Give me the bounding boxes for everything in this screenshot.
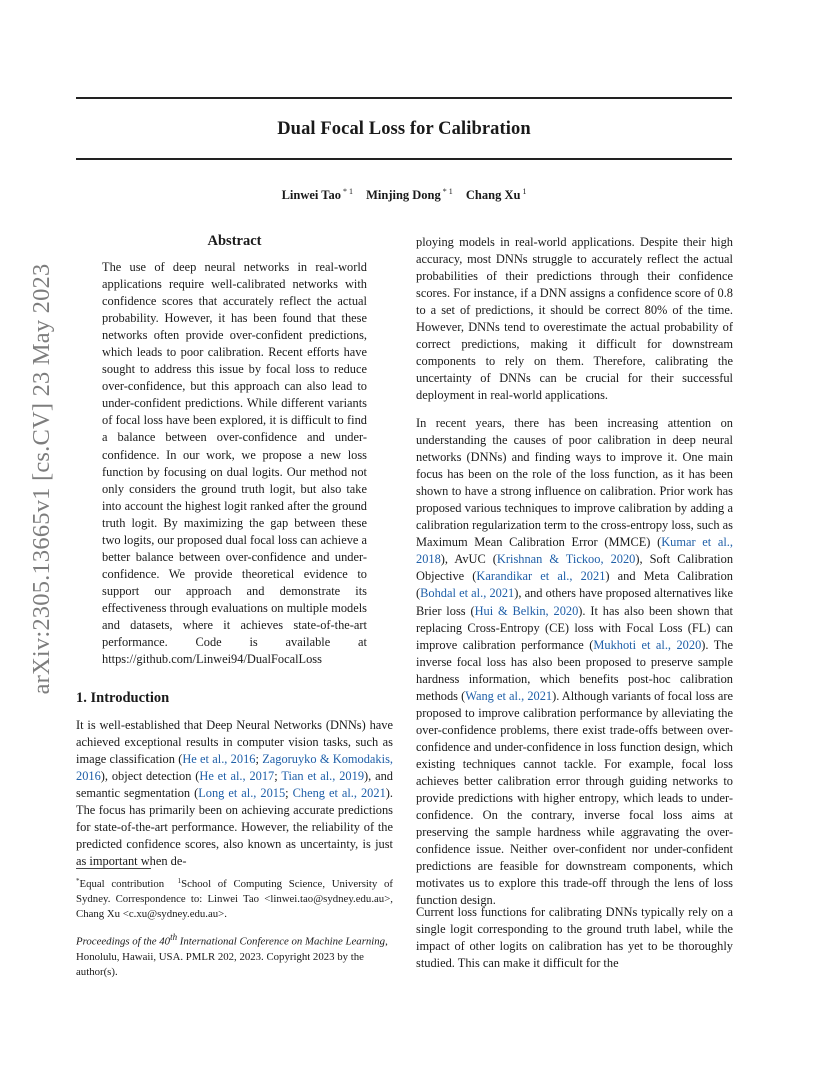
citation-link[interactable]: Hui & Belkin, 2020 (474, 603, 579, 618)
author-affiliation-mark: * 1 (442, 187, 453, 196)
author-name: Linwei Tao (281, 188, 341, 202)
citation-link[interactable]: Mukhoti et al., 2020 (593, 637, 702, 652)
body-text: ploying models in real-world applications. Despite their high accuracy, most DNNs struggle to accurately reflect the actual probabilities of their predictions through their confidence scores. For instance, if a DNN assigns a confidence score of 0.8 to a set of predictions, it should be correct 80% of the time. However, DNNs tend to overestimate the actual probability of correct predictions, making it difficult for downstream components to rely on them. Therefore, calibrating the uncertainty of DNNs can be crucial for their successful deployment in real-world applications. (416, 235, 733, 403)
citation-link[interactable]: Bohdal et al., 2021 (420, 586, 515, 601)
arxiv-stamp-text: arXiv:2305.13665v1 [cs.CV] 23 May 2023 (28, 263, 55, 695)
body-text: ). The inverse focal loss has also been proposed to preserve sample hardness information, which benefits post-hoc calibration methods ( (416, 637, 733, 703)
right-column-paragraph (416, 234, 733, 404)
body-text: ; (255, 752, 263, 767)
author-affiliation-mark: 1 (522, 187, 527, 196)
footnote-text: School of Computing Science, University of Sydney. Correspondence to: Linwei Tao <linwei.tao@sydney.edu.au>, Chang Xu <c.xu@sydney.edu.au>. (76, 878, 393, 920)
body-text: ; (285, 786, 293, 801)
body-text: ), and others have proposed alternatives like Brier loss ( (416, 586, 733, 618)
citation-link[interactable]: He et al., 2017 (199, 769, 275, 784)
footnote-mark: * (76, 877, 80, 885)
abstract-heading: Abstract (207, 233, 262, 249)
citation-link[interactable]: Wang et al., 2021 (465, 688, 553, 703)
author-affiliation-mark: * 1 (342, 187, 353, 196)
proceedings-text: , Honolulu, Hawaii, USA. PMLR 202, 2023. Copyright 2023 by the author(s). (76, 935, 388, 978)
paper-title: Dual Focal Loss for Calibration (277, 119, 531, 139)
citation-link[interactable]: Kumar et al., 2018 (416, 535, 733, 567)
title-bottom-rule (76, 158, 732, 160)
author-name: Chang Xu (465, 188, 521, 202)
footnote-rule (76, 868, 151, 869)
footnote (76, 874, 393, 922)
citation-link[interactable]: Karandikar et al., 2021 (476, 569, 606, 584)
citation-link[interactable]: Tian et al., 2019 (281, 769, 365, 784)
body-text: In recent years, there has been increasing attention on understanding the causes of poor calibration in deep neural networks (DNNs) and finding ways to improve it. One main focus has been on the role of the loss function, as it has been shown to have a strong influence on calibration. Prior work has proposed various techniques to improve calibration by adding a calibration regularization term to the cross-entropy loss, such as Maximum Mean Calibration Error (MMCE) ( (416, 416, 733, 550)
body-text: ), AvUC ( (440, 552, 497, 567)
body-text: ). Although variants of focal loss are proposed to improve calibration performance by alleviating the over-confidence problems, there exist trade-offs between over-confidence and under-confidence in loss function design, which existing techniques cannot tackle. For example, focal loss achieves better calibration error through guiding networks to provide predictions with higher entropy, which leads to under-confidence. On the contrary, inverse focal loss aims at preserving the sample hardness while aggravating the over-confidence issue. Neither over-confident nor under-confident predictions are feasible for downstream components, which motivates us to explore this trade-off through the lens of loss function design. (416, 688, 733, 908)
body-text: ), and semantic segmentation ( (76, 769, 393, 801)
author-name: Minjing Dong (366, 188, 441, 202)
body-text: ). It has also been shown that replacing Cross-Entropy (CE) loss with Focal Loss (FL) can improve calibration performance ( (416, 603, 733, 652)
citation-link[interactable]: Zagoruyko & Komodakis, 2016 (76, 752, 393, 784)
body-text: ), Soft Calibration Objective ( (416, 552, 734, 584)
section-heading-introduction: 1. Introduction (76, 690, 170, 706)
proceedings-number: 40 (159, 935, 171, 948)
footnote-text: Equal contribution (79, 878, 165, 890)
proceedings-ordinal: th (170, 932, 178, 942)
citation-link[interactable]: He et al., 2016 (182, 752, 256, 767)
body-text: ) and Meta Calibration ( (416, 569, 733, 601)
body-text: ). The focus has primarily been on achieving accurate predictions for state-of-the-art performance. However, the reliability of the predicted confidence scores, also known as uncertainty, is just as important when de- (76, 786, 393, 869)
title-top-rule (76, 97, 732, 99)
abstract-body (102, 259, 367, 668)
body-text: ; (274, 769, 282, 784)
body-text: ), object detection ( (100, 769, 200, 784)
proceedings-note (76, 930, 393, 980)
proceedings-italic: International Conference on Machine Learning (179, 935, 386, 948)
citation-link[interactable]: Krishnan & Tickoo, 2020 (496, 552, 636, 567)
author-list (76, 187, 732, 203)
right-column-paragraph (416, 415, 733, 909)
body-text: Current loss functions for calibrating DNNs typically rely on a single logit corresponding to the ground truth label, while the impact of other logits on calibration has yet to be thoroughly studied. This can make it difficult for the (416, 905, 733, 971)
citation-link[interactable]: Cheng et al., 2021 (292, 786, 386, 801)
citation-link[interactable]: Long et al., 2015 (198, 786, 286, 801)
right-column-paragraph (416, 904, 733, 972)
proceedings-italic: Proceedings of the (76, 935, 157, 948)
abstract-text: The use of deep neural networks in real-world applications require well-calibrated networks with confidence scores that accurately reflect the actual probability. However, it has been found that these networks often provide over-confident predictions, which leads to poor calibration. Recent efforts have sought to address this issue by focal loss to reduce over-confidence, but this approach can also lead to under-confident predictions. While different variants of focal loss have been explored, it is difficult to find a balance between over-confidence and under-confidence. In our work, we propose a new loss function by focusing on dual logits. Our method not only considers the ground truth logit, but also take into account the highest logit ranked after the ground truth logit. By maximizing the gap between these two logits, our proposed dual focal loss can achieve a better balance between over-confidence and under-confidence. We provide theoretical evidence to support our approach and demonstrate its effectiveness through evaluations on multiple models and datasets, where it achieves state-of-the-art performance. Code is available at https://github.com/Linwei94/DualFocalLoss (102, 260, 367, 667)
footnote-mark: 1 (177, 877, 182, 885)
body-text: It is well-established that Deep Neural Networks (DNNs) have achieved exceptional results in computer vision tasks, such as image classification ( (76, 718, 393, 767)
intro-paragraph (76, 717, 393, 870)
